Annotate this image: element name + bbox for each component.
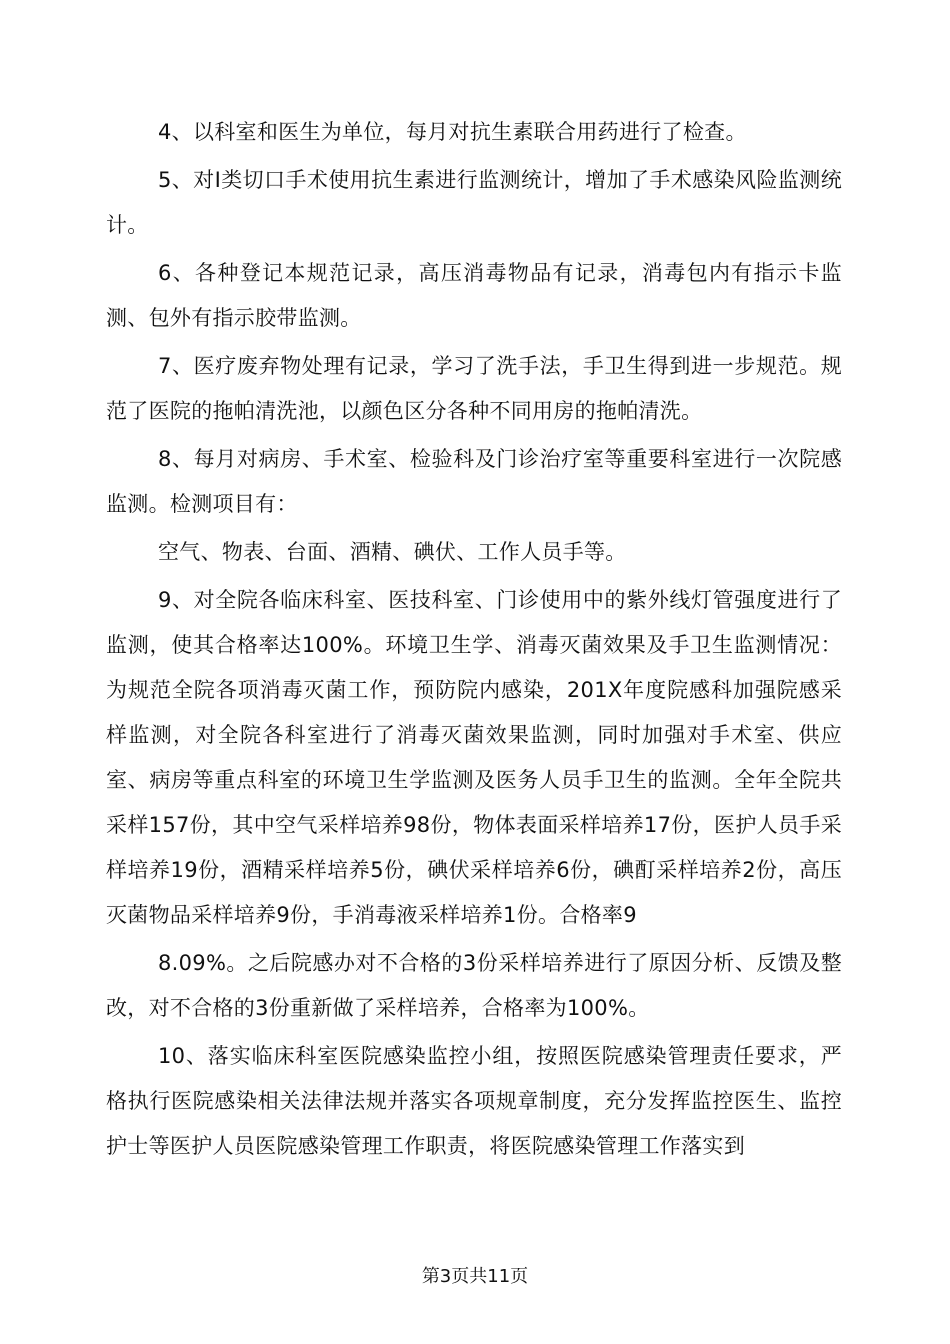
page-number-footer: 第3页共11页 (421, 1266, 529, 1287)
paragraph-item-6: 6、各种登记本规范记录，高压消毒物品有记录，消毒包内有指示卡监测、包外有指示胶带监测。 (106, 261, 842, 330)
paragraph-item-5: 5、对Ⅰ类切口手术使用抗生素进行监测统计，增加了手术感染风险监测统计。 (106, 168, 842, 237)
document-body (106, 110, 842, 1172)
paragraph-item-8-list: 空气、物表、台面、酒精、碘伏、工作人员手等。 (158, 540, 627, 564)
paragraph-item-9-continued: 8.09%。之后院感办对不合格的3份采样培养进行了原因分析、反馈及整改，对不合格的3份重新做了采样培养，合格率为100%。 (106, 951, 842, 1020)
paragraph-item-8: 8、每月对病房、手术室、检验科及门诊治疗室等重要科室进行一次院感监测。检测项目有： (106, 447, 842, 516)
paragraph-item-7: 7、医疗废弃物处理有记录，学习了洗手法，手卫生得到进一步规范。规范了医院的拖帕清洗池，以颜色区分各种不同用房的拖帕清洗。 (106, 354, 842, 423)
paragraph-item-10: 10、落实临床科室医院感染监控小组，按照医院感染管理责任要求，严格执行医院感染相关法律法规并落实各项规章制度，充分发挥监控医生、监控护士等医护人员医院感染管理工作职责，将医院感染管理工作落实到 (106, 1044, 842, 1158)
paragraph-item-9: 9、对全院各临床科室、医技科室、门诊使用中的紫外线灯管强度进行了监测，使其合格率达100%。环境卫生学、消毒灭菌效果及手卫生监测情况：为规范全院各项消毒灭菌工作，预防院内感染，201X年度院感科加强院感采样监测，对全院各科室进行了消毒灭菌效果监测，同时加强对手术室、供应室、病房等重点科室的环境卫生学监测及医务人员手卫生的监测。全年全院共采样157份，其中空气采样培养98份，物体表面采样培养17份，医护人员手采样培养19份，酒精采样培养5份，碘伏采样培养6份，碘酊采样培养2份，高压灭菌物品采样培养9份，手消毒液采样培养1份。合格率9 (106, 588, 842, 927)
paragraph-item-4: 4、以科室和医生为单位，每月对抗生素联合用药进行了检查。 (158, 120, 747, 144)
